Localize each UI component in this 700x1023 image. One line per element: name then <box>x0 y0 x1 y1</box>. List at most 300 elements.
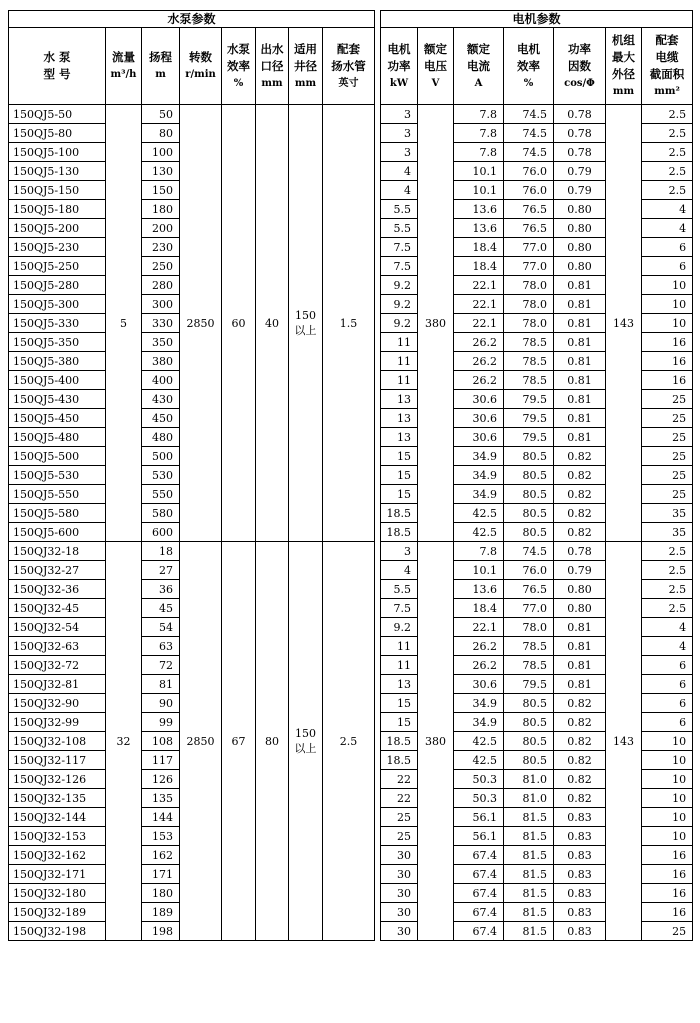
power-factor-cell: 0.83 <box>554 865 606 884</box>
model-cell: 150QJ32-54 <box>9 618 106 637</box>
col-header-line: m <box>155 69 166 80</box>
rated-current-cell: 30.6 <box>454 428 504 447</box>
power-factor-cell: 0.82 <box>554 694 606 713</box>
head-cell: 63 <box>142 637 180 656</box>
cable-section-cell: 10 <box>642 827 693 846</box>
flow-cell: 32 <box>106 542 142 941</box>
model-cell: 150QJ32-135 <box>9 789 106 808</box>
rated-current-cell: 7.8 <box>454 124 504 143</box>
motor-efficiency-cell: 79.5 <box>504 409 554 428</box>
motor-efficiency-cell: 79.5 <box>504 675 554 694</box>
model-cell: 150QJ32-126 <box>9 770 106 789</box>
head-cell: 54 <box>142 618 180 637</box>
motor-power-cell: 25 <box>381 827 418 846</box>
motor-power-cell: 4 <box>381 181 418 200</box>
head-cell: 108 <box>142 732 180 751</box>
col-header-line: 机组 <box>612 33 636 47</box>
head-cell: 500 <box>142 447 180 466</box>
model-cell: 150QJ5-350 <box>9 333 106 352</box>
motor-power-cell: 30 <box>381 903 418 922</box>
col-header-line: 外径 <box>612 67 636 81</box>
head-cell: 300 <box>142 295 180 314</box>
rated-current-cell: 42.5 <box>454 732 504 751</box>
head-cell: 580 <box>142 504 180 523</box>
col-header-rated-voltage <box>418 28 454 105</box>
group-header-row <box>9 11 693 28</box>
rated-current-cell: 34.9 <box>454 466 504 485</box>
outlet-diameter-cell: 80 <box>256 542 289 941</box>
power-factor-cell: 0.81 <box>554 276 606 295</box>
motor-efficiency-cell: 81.5 <box>504 827 554 846</box>
col-header-line: A <box>474 77 483 89</box>
model-cell: 150QJ5-80 <box>9 124 106 143</box>
motor-power-cell: 11 <box>381 333 418 352</box>
power-factor-cell: 0.81 <box>554 314 606 333</box>
col-header-line: mm² <box>654 86 680 97</box>
rated-current-cell: 10.1 <box>454 181 504 200</box>
head-cell: 530 <box>142 466 180 485</box>
model-cell: 150QJ5-150 <box>9 181 106 200</box>
power-factor-cell: 0.79 <box>554 162 606 181</box>
col-header-line: 型 号 <box>43 67 71 81</box>
head-cell: 90 <box>142 694 180 713</box>
motor-power-cell: 25 <box>381 808 418 827</box>
motor-efficiency-cell: 81.0 <box>504 770 554 789</box>
cable-section-cell: 10 <box>642 732 693 751</box>
rated-current-cell: 42.5 <box>454 751 504 770</box>
col-header-line: mm <box>612 86 635 97</box>
col-header-outlet-diameter <box>256 28 289 105</box>
motor-power-cell: 3 <box>381 124 418 143</box>
power-factor-cell: 0.82 <box>554 770 606 789</box>
motor-efficiency-cell: 78.0 <box>504 618 554 637</box>
motor-efficiency-cell: 80.5 <box>504 713 554 732</box>
col-header-line: 功率 <box>568 41 592 56</box>
model-cell: 150QJ5-480 <box>9 428 106 447</box>
motor-power-cell: 4 <box>381 162 418 181</box>
rated-current-cell: 26.2 <box>454 637 504 656</box>
motor-power-cell: 7.5 <box>381 257 418 276</box>
motor-efficiency-cell: 81.5 <box>504 808 554 827</box>
motor-power-cell: 13 <box>381 409 418 428</box>
cable-section-cell: 25 <box>642 390 693 409</box>
model-cell: 150QJ5-230 <box>9 238 106 257</box>
power-factor-cell: 0.81 <box>554 371 606 390</box>
col-header-line: V <box>431 77 440 89</box>
motor-efficiency-cell: 76.5 <box>504 219 554 238</box>
model-cell: 150QJ5-100 <box>9 143 106 162</box>
cable-section-cell: 2.5 <box>642 162 693 181</box>
rated-current-cell: 18.4 <box>454 257 504 276</box>
motor-efficiency-cell: 78.5 <box>504 637 554 656</box>
head-cell: 126 <box>142 770 180 789</box>
col-header-line: 因数 <box>568 58 592 73</box>
head-cell: 162 <box>142 846 180 865</box>
rated-current-cell: 26.2 <box>454 371 504 390</box>
motor-efficiency-cell: 76.0 <box>504 561 554 580</box>
motor-power-cell: 30 <box>381 884 418 903</box>
cable-section-cell: 25 <box>642 922 693 941</box>
head-cell: 200 <box>142 219 180 238</box>
motor-efficiency-cell: 80.5 <box>504 466 554 485</box>
model-cell: 150QJ5-280 <box>9 276 106 295</box>
rated-current-cell: 26.2 <box>454 333 504 352</box>
motor-power-cell: 3 <box>381 105 418 124</box>
rated-current-cell: 67.4 <box>454 922 504 941</box>
rated-current-cell: 42.5 <box>454 523 504 542</box>
cable-section-cell: 6 <box>642 675 693 694</box>
head-cell: 18 <box>142 542 180 561</box>
power-factor-cell: 0.78 <box>554 124 606 143</box>
cable-section-cell: 6 <box>642 656 693 675</box>
power-factor-cell: 0.80 <box>554 580 606 599</box>
column-header-row <box>9 28 693 105</box>
cable-section-cell: 16 <box>642 884 693 903</box>
power-factor-cell: 0.81 <box>554 618 606 637</box>
motor-power-cell: 7.5 <box>381 599 418 618</box>
outlet-diameter-cell: 40 <box>256 105 289 542</box>
cable-section-cell: 2.5 <box>642 105 693 124</box>
rated-current-cell: 18.4 <box>454 238 504 257</box>
power-factor-cell: 0.81 <box>554 295 606 314</box>
cable-section-cell: 10 <box>642 789 693 808</box>
head-cell: 36 <box>142 580 180 599</box>
motor-power-cell: 11 <box>381 637 418 656</box>
col-header-line: 最大 <box>612 50 636 64</box>
col-header-line: 功率 <box>387 58 411 73</box>
model-cell: 150QJ32-27 <box>9 561 106 580</box>
power-factor-cell: 0.81 <box>554 390 606 409</box>
cable-section-cell: 10 <box>642 770 693 789</box>
head-cell: 153 <box>142 827 180 846</box>
col-header-line: 效率 <box>227 58 250 73</box>
cable-section-cell: 6 <box>642 694 693 713</box>
model-cell: 150QJ32-90 <box>9 694 106 713</box>
motor-power-cell: 11 <box>381 656 418 675</box>
motor-efficiency-cell: 78.0 <box>504 295 554 314</box>
max-outer-diameter-cell: 143 <box>606 542 642 941</box>
power-factor-cell: 0.83 <box>554 884 606 903</box>
col-header-motor-power <box>381 28 418 105</box>
motor-params-header: 电机参数 <box>381 11 693 28</box>
motor-efficiency-cell: 81.5 <box>504 903 554 922</box>
cable-section-cell: 10 <box>642 276 693 295</box>
power-factor-cell: 0.80 <box>554 219 606 238</box>
rated-current-cell: 7.8 <box>454 143 504 162</box>
rated-current-cell: 67.4 <box>454 846 504 865</box>
model-cell: 150QJ32-72 <box>9 656 106 675</box>
cable-section-cell: 6 <box>642 713 693 732</box>
model-cell: 150QJ32-171 <box>9 865 106 884</box>
motor-efficiency-cell: 80.5 <box>504 694 554 713</box>
cable-section-cell: 10 <box>642 751 693 770</box>
power-factor-cell: 0.83 <box>554 922 606 941</box>
col-header-line: 出水 <box>260 41 284 56</box>
rated-current-cell: 30.6 <box>454 409 504 428</box>
cable-section-cell: 16 <box>642 333 693 352</box>
rated-current-cell: 18.4 <box>454 599 504 618</box>
motor-efficiency-cell: 80.5 <box>504 523 554 542</box>
rated-current-cell: 50.3 <box>454 770 504 789</box>
cable-section-cell: 16 <box>642 371 693 390</box>
table-row <box>9 105 693 124</box>
motor-efficiency-cell: 77.0 <box>504 599 554 618</box>
cable-section-cell: 25 <box>642 409 693 428</box>
head-cell: 600 <box>142 523 180 542</box>
speed-cell: 2850 <box>180 542 222 941</box>
power-factor-cell: 0.82 <box>554 523 606 542</box>
rated-current-cell: 67.4 <box>454 865 504 884</box>
col-header-line: 流量 <box>112 50 135 64</box>
power-factor-cell: 0.82 <box>554 485 606 504</box>
head-cell: 80 <box>142 124 180 143</box>
rated-voltage-cell: 380 <box>418 105 454 542</box>
col-header-cable-section <box>642 28 693 105</box>
col-header-line: m³/h <box>110 69 137 80</box>
model-cell: 150QJ32-81 <box>9 675 106 694</box>
motor-efficiency-cell: 76.0 <box>504 162 554 181</box>
motor-efficiency-cell: 79.5 <box>504 428 554 447</box>
rated-current-cell: 22.1 <box>454 295 504 314</box>
col-header-line: % <box>233 77 244 89</box>
speed-cell: 2850 <box>180 105 222 542</box>
col-header-line: 配套 <box>337 41 360 56</box>
motor-efficiency-cell: 74.5 <box>504 143 554 162</box>
col-header-line: cos/Φ <box>564 77 595 89</box>
motor-efficiency-cell: 78.0 <box>504 314 554 333</box>
motor-power-cell: 22 <box>381 789 418 808</box>
cable-section-cell: 4 <box>642 200 693 219</box>
cable-section-cell: 16 <box>642 865 693 884</box>
power-factor-cell: 0.80 <box>554 238 606 257</box>
col-header-speed <box>180 28 222 105</box>
cable-section-cell: 10 <box>642 295 693 314</box>
model-cell: 150QJ5-400 <box>9 371 106 390</box>
spec-table-body <box>9 105 693 941</box>
motor-efficiency-cell: 81.0 <box>504 789 554 808</box>
rated-current-cell: 56.1 <box>454 827 504 846</box>
cable-section-cell: 35 <box>642 504 693 523</box>
power-factor-cell: 0.80 <box>554 257 606 276</box>
rated-current-cell: 34.9 <box>454 694 504 713</box>
col-header-line: 扬水管 <box>331 58 366 73</box>
power-factor-cell: 0.78 <box>554 105 606 124</box>
rated-voltage-cell: 380 <box>418 542 454 941</box>
rated-current-cell: 7.8 <box>454 105 504 124</box>
col-header-line: kW <box>389 77 409 89</box>
power-factor-cell: 0.78 <box>554 143 606 162</box>
motor-power-cell: 9.2 <box>381 618 418 637</box>
model-cell: 150QJ5-600 <box>9 523 106 542</box>
model-cell: 150QJ32-153 <box>9 827 106 846</box>
rated-current-cell: 34.9 <box>454 447 504 466</box>
motor-power-cell: 3 <box>381 542 418 561</box>
motor-power-cell: 5.5 <box>381 580 418 599</box>
rated-current-cell: 34.9 <box>454 485 504 504</box>
model-cell: 150QJ5-580 <box>9 504 106 523</box>
cable-section-cell: 25 <box>642 428 693 447</box>
rated-current-cell: 22.1 <box>454 618 504 637</box>
model-cell: 150QJ32-18 <box>9 542 106 561</box>
col-header-line: mm <box>261 77 283 89</box>
motor-efficiency-cell: 78.5 <box>504 333 554 352</box>
model-cell: 150QJ5-250 <box>9 257 106 276</box>
col-header-line: 扬程 <box>149 50 172 64</box>
head-cell: 72 <box>142 656 180 675</box>
motor-efficiency-cell: 80.5 <box>504 732 554 751</box>
col-header-flow <box>106 28 142 105</box>
head-cell: 100 <box>142 143 180 162</box>
col-header-line: r/min <box>185 69 216 80</box>
rated-current-cell: 22.1 <box>454 314 504 333</box>
rated-current-cell: 10.1 <box>454 561 504 580</box>
pump-spec-document <box>8 10 692 941</box>
power-factor-cell: 0.82 <box>554 466 606 485</box>
motor-efficiency-cell: 74.5 <box>504 124 554 143</box>
col-header-pump-efficiency <box>222 28 256 105</box>
power-factor-cell: 0.82 <box>554 751 606 770</box>
max-outer-diameter-cell: 143 <box>606 105 642 542</box>
cable-section-cell: 25 <box>642 447 693 466</box>
motor-power-cell: 18.5 <box>381 504 418 523</box>
well-diameter-cell: 150以上 <box>289 542 323 941</box>
motor-power-cell: 3 <box>381 143 418 162</box>
motor-power-cell: 13 <box>381 675 418 694</box>
model-cell: 150QJ32-117 <box>9 751 106 770</box>
rated-current-cell: 13.6 <box>454 200 504 219</box>
motor-efficiency-cell: 81.5 <box>504 922 554 941</box>
power-factor-cell: 0.80 <box>554 599 606 618</box>
motor-efficiency-cell: 80.5 <box>504 504 554 523</box>
head-cell: 380 <box>142 352 180 371</box>
rated-current-cell: 22.1 <box>454 276 504 295</box>
head-cell: 230 <box>142 238 180 257</box>
rated-current-cell: 13.6 <box>454 219 504 238</box>
motor-power-cell: 18.5 <box>381 732 418 751</box>
motor-power-cell: 7.5 <box>381 238 418 257</box>
model-cell: 150QJ5-200 <box>9 219 106 238</box>
motor-power-cell: 15 <box>381 466 418 485</box>
cable-section-cell: 4 <box>642 618 693 637</box>
col-header-line: 电流 <box>467 58 491 73</box>
motor-efficiency-cell: 81.5 <box>504 846 554 865</box>
col-header-line: 效率 <box>517 58 541 73</box>
rated-current-cell: 56.1 <box>454 808 504 827</box>
model-cell: 150QJ32-180 <box>9 884 106 903</box>
motor-power-cell: 15 <box>381 485 418 504</box>
model-cell: 150QJ5-450 <box>9 409 106 428</box>
head-cell: 400 <box>142 371 180 390</box>
col-header-line: 井径 <box>294 58 317 73</box>
head-cell: 198 <box>142 922 180 941</box>
col-header-line: 电缆 <box>655 50 679 64</box>
rated-current-cell: 67.4 <box>454 903 504 922</box>
power-factor-cell: 0.81 <box>554 409 606 428</box>
model-cell: 150QJ5-550 <box>9 485 106 504</box>
cable-section-cell: 2.5 <box>642 124 693 143</box>
power-factor-cell: 0.81 <box>554 675 606 694</box>
motor-efficiency-cell: 76.0 <box>504 181 554 200</box>
motor-power-cell: 9.2 <box>381 276 418 295</box>
col-header-model <box>9 28 106 105</box>
motor-power-cell: 5.5 <box>381 200 418 219</box>
motor-power-cell: 11 <box>381 352 418 371</box>
power-factor-cell: 0.80 <box>554 200 606 219</box>
col-header-line: mm <box>294 77 317 89</box>
motor-efficiency-cell: 80.5 <box>504 485 554 504</box>
motor-efficiency-cell: 78.5 <box>504 352 554 371</box>
motor-power-cell: 13 <box>381 428 418 447</box>
col-header-line: 转数 <box>189 50 212 64</box>
head-cell: 27 <box>142 561 180 580</box>
motor-efficiency-cell: 76.5 <box>504 200 554 219</box>
col-header-line: 截面积 <box>649 67 685 81</box>
cable-section-cell: 6 <box>642 238 693 257</box>
head-cell: 330 <box>142 314 180 333</box>
cable-section-cell: 25 <box>642 485 693 504</box>
cable-section-cell: 2.5 <box>642 143 693 162</box>
power-factor-cell: 0.78 <box>554 542 606 561</box>
rated-current-cell: 10.1 <box>454 162 504 181</box>
model-cell: 150QJ5-530 <box>9 466 106 485</box>
col-header-line: 电机 <box>387 41 411 56</box>
model-cell: 150QJ32-36 <box>9 580 106 599</box>
col-header-line: 英寸 <box>338 77 359 89</box>
model-cell: 150QJ5-430 <box>9 390 106 409</box>
head-cell: 81 <box>142 675 180 694</box>
head-cell: 50 <box>142 105 180 124</box>
col-header-rated-current <box>454 28 504 105</box>
motor-power-cell: 18.5 <box>381 751 418 770</box>
cable-section-cell: 2.5 <box>642 542 693 561</box>
motor-efficiency-cell: 78.0 <box>504 276 554 295</box>
motor-efficiency-cell: 80.5 <box>504 751 554 770</box>
motor-efficiency-cell: 76.5 <box>504 580 554 599</box>
col-header-head <box>142 28 180 105</box>
col-header-line: 适用 <box>294 41 317 56</box>
col-header-line: 电压 <box>424 58 448 73</box>
cable-section-cell: 2.5 <box>642 580 693 599</box>
cable-section-cell: 2.5 <box>642 561 693 580</box>
power-factor-cell: 0.82 <box>554 789 606 808</box>
motor-power-cell: 4 <box>381 561 418 580</box>
head-cell: 350 <box>142 333 180 352</box>
lift-pipe-cell: 1.5 <box>323 105 375 542</box>
motor-power-cell: 30 <box>381 922 418 941</box>
motor-efficiency-cell: 78.5 <box>504 371 554 390</box>
cable-section-cell: 2.5 <box>642 181 693 200</box>
col-header-line: 口径 <box>260 58 284 73</box>
model-cell: 150QJ5-300 <box>9 295 106 314</box>
head-cell: 189 <box>142 903 180 922</box>
pump-params-header: 水泵参数 <box>9 11 375 28</box>
head-cell: 144 <box>142 808 180 827</box>
cable-section-cell: 10 <box>642 314 693 333</box>
col-header-line: 配套 <box>655 33 679 47</box>
power-factor-cell: 0.83 <box>554 827 606 846</box>
well-diameter-cell: 150以上 <box>289 105 323 542</box>
rated-current-cell: 26.2 <box>454 352 504 371</box>
col-header-lift-pipe <box>323 28 375 105</box>
motor-power-cell: 22 <box>381 770 418 789</box>
power-factor-cell: 0.81 <box>554 428 606 447</box>
col-header-motor-efficiency <box>504 28 554 105</box>
power-factor-cell: 0.82 <box>554 732 606 751</box>
col-header-well-diameter <box>289 28 323 105</box>
pump-spec-table <box>8 10 693 941</box>
col-header-line: 水泵 <box>227 41 250 56</box>
head-cell: 280 <box>142 276 180 295</box>
